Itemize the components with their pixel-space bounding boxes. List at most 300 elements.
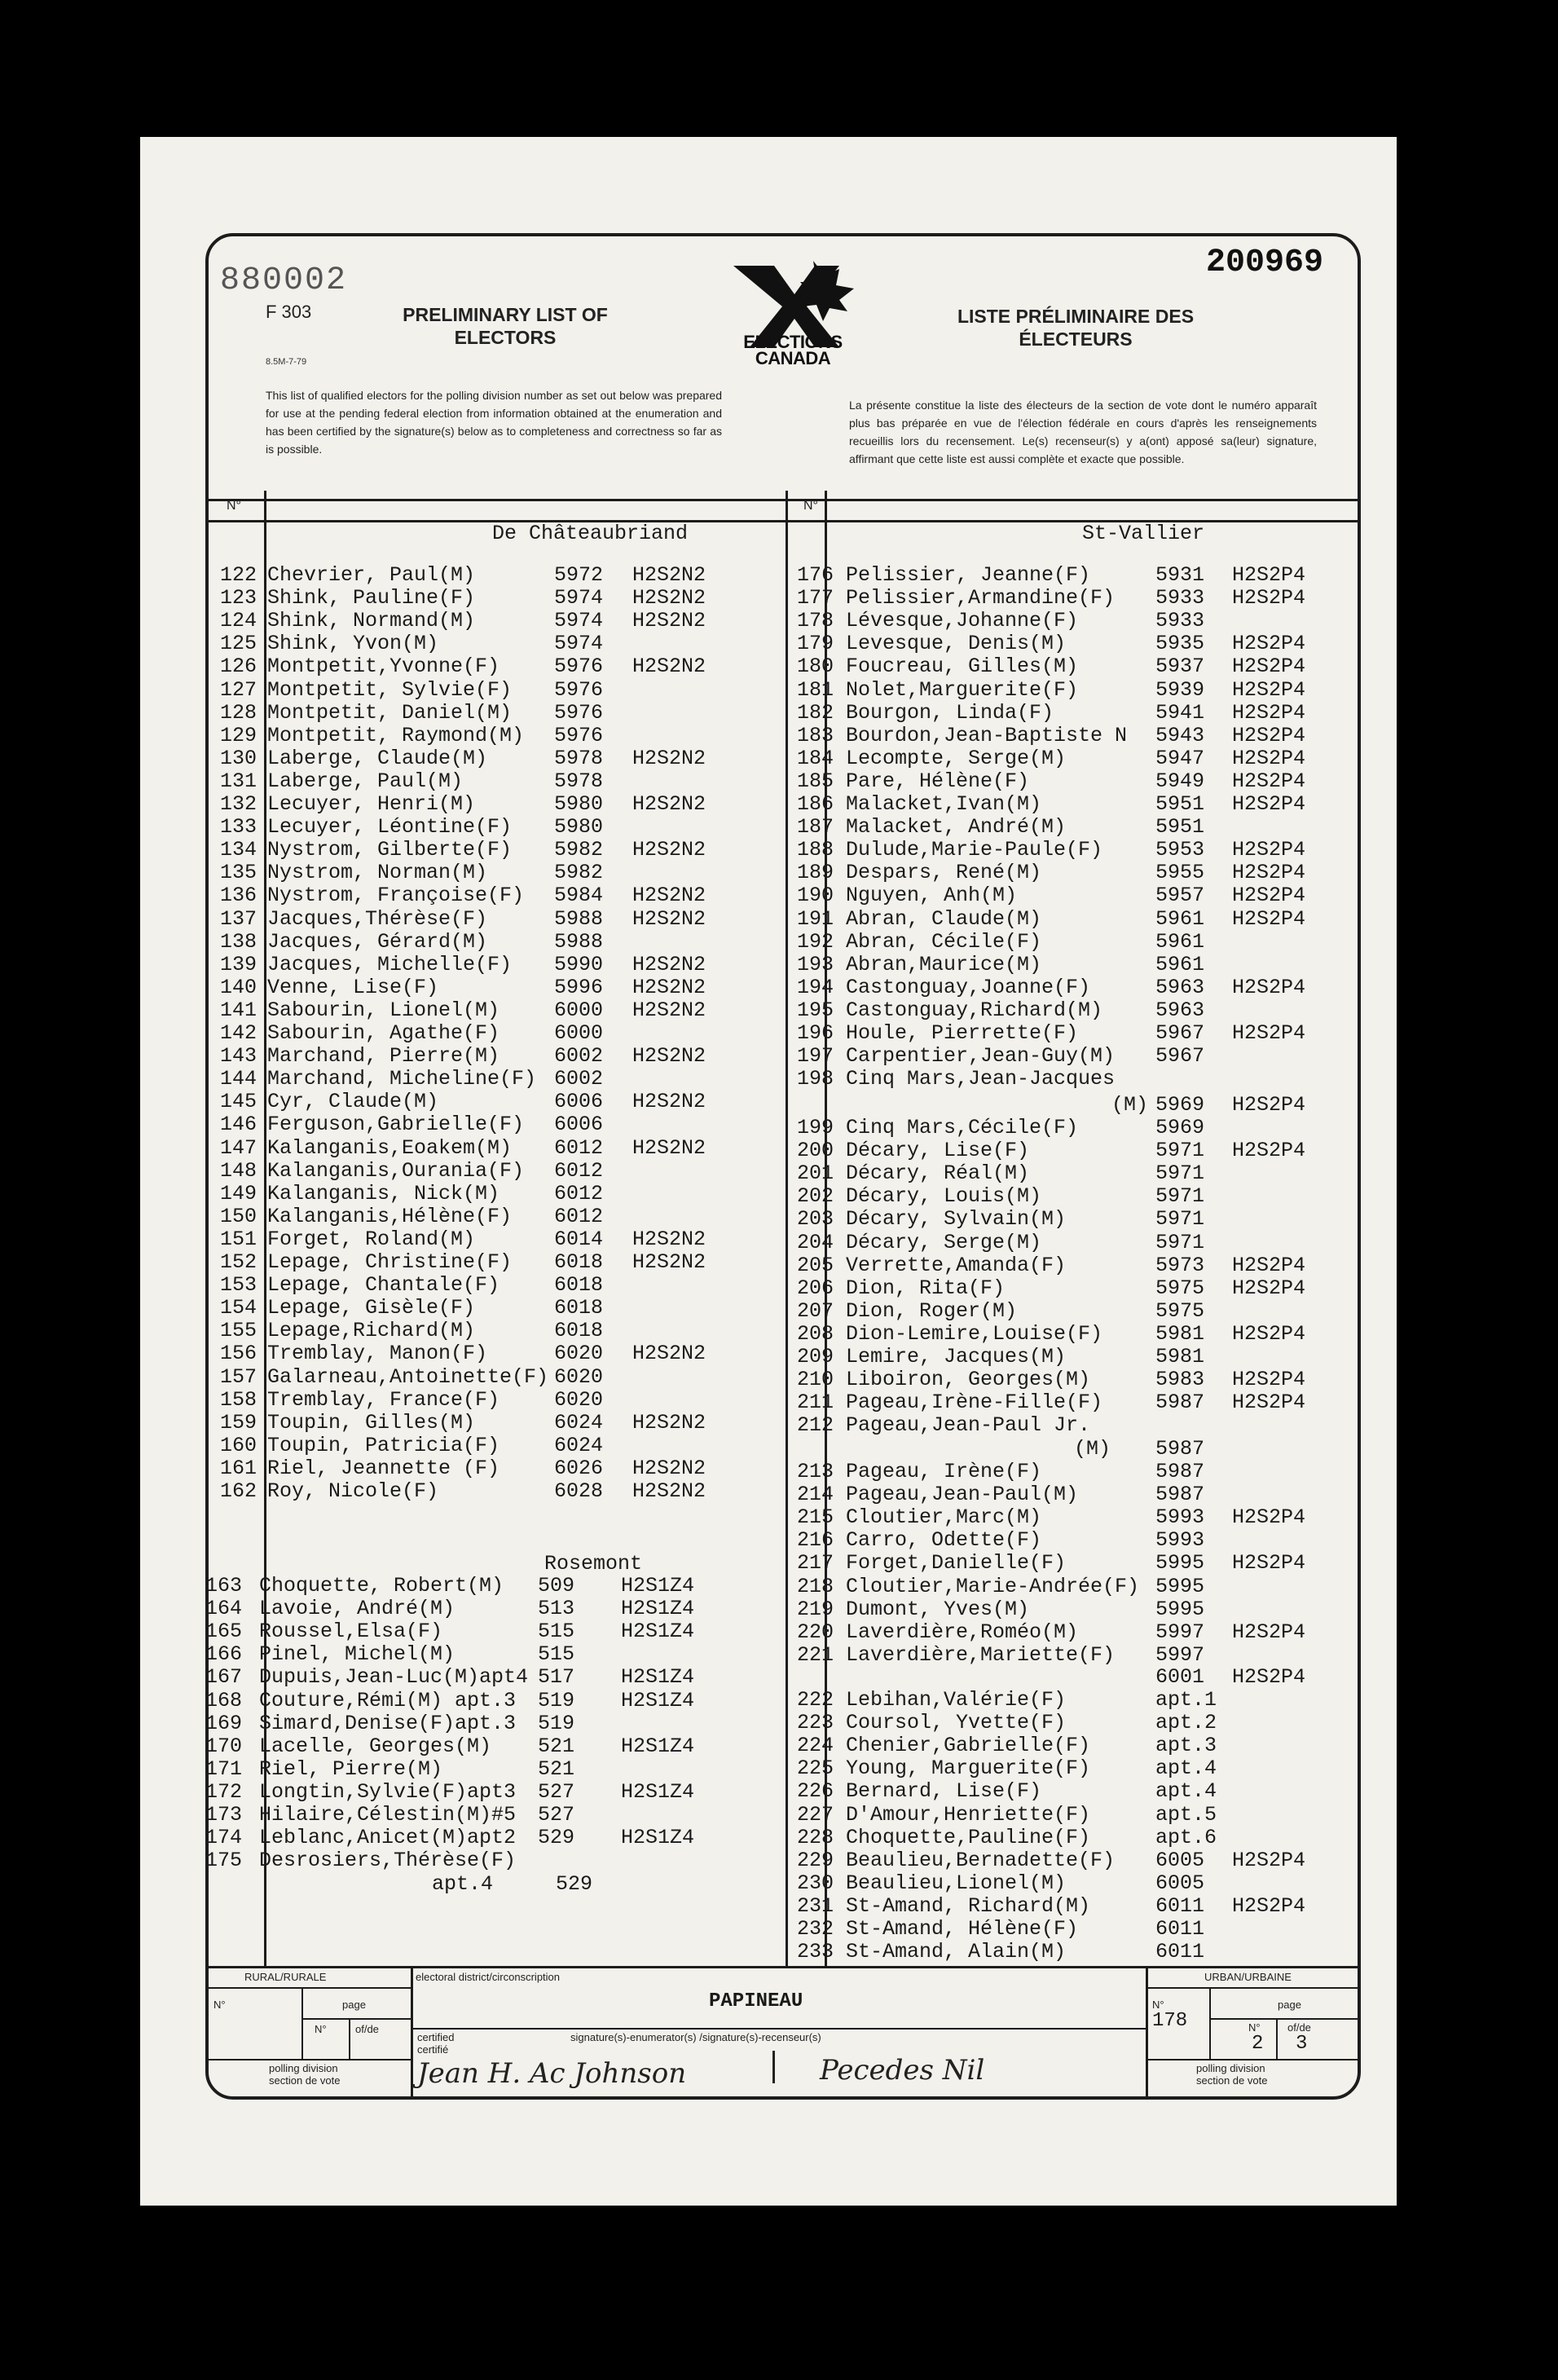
elector-address: 519 xyxy=(538,1711,575,1735)
elector-postal-code: H2S2P4 xyxy=(1232,861,1306,885)
elector-address: apt.2 xyxy=(1155,1711,1217,1735)
elector-name: Lemire, Jacques(M) xyxy=(846,1345,1067,1368)
district-name: PAPINEAU xyxy=(709,1990,803,2012)
elector-name: Shink, Pauline(F) xyxy=(267,586,476,610)
elector-address: 521 xyxy=(538,1734,575,1758)
elector-number: 210 xyxy=(797,1368,834,1392)
elector-name: Abran, Claude(M) xyxy=(846,906,1042,931)
elector-name: Cyr, Claude(M) xyxy=(267,1090,439,1114)
elector-number: 190 xyxy=(797,884,834,908)
elector-postal-code: H2S2N2 xyxy=(632,1342,706,1366)
elector-postal-code: H2S2P4 xyxy=(1232,632,1306,656)
elector-name: Kalanganis, Nick(M) xyxy=(267,1181,500,1205)
elector-number: 224 xyxy=(797,1734,834,1758)
rural-page-no-label: N° xyxy=(315,2023,327,2035)
elector-name: Décary, Louis(M) xyxy=(846,1184,1042,1209)
row-212-address: 5987 xyxy=(1155,1437,1205,1461)
elector-address: 5961 xyxy=(1155,906,1205,931)
elector-number: 157 xyxy=(220,1364,257,1389)
elector-number: 221 xyxy=(797,1642,834,1667)
elector-postal-code: H2S2P4 xyxy=(1232,1021,1306,1045)
elector-address: 5995 xyxy=(1155,1597,1205,1621)
elector-name: Laverdière,Roméo(M) xyxy=(846,1620,1079,1644)
elector-address: 5941 xyxy=(1155,700,1205,725)
elector-number: 162 xyxy=(220,1479,257,1503)
elector-address: 6028 xyxy=(554,1479,604,1503)
elector-number: 187 xyxy=(797,815,834,840)
elector-number: 169 xyxy=(205,1711,243,1735)
elector-address: 5951 xyxy=(1155,792,1205,816)
elector-name: Chevrier, Paul(M) xyxy=(267,563,476,587)
elector-number: 207 xyxy=(797,1298,834,1323)
elector-address: 5988 xyxy=(554,929,604,954)
elector-number: 173 xyxy=(205,1803,243,1827)
elector-address: 6024 xyxy=(554,1433,604,1457)
elector-address: 6000 xyxy=(554,1021,604,1045)
elector-address: 509 xyxy=(538,1574,575,1598)
urban-bottom-rule xyxy=(1147,2059,1359,2060)
elector-postal-code: H2S2P4 xyxy=(1232,1551,1306,1576)
elector-postal-code: H2S2P4 xyxy=(1232,884,1306,908)
elector-name: St-Amand, Richard(M) xyxy=(846,1893,1091,1918)
elector-number: 154 xyxy=(220,1296,257,1320)
elector-number: 131 xyxy=(220,769,257,793)
street-title-rosemont: Rosemont xyxy=(544,1552,643,1576)
elector-postal-code: H2S2N2 xyxy=(632,1227,706,1251)
elector-name: Shink, Normand(M) xyxy=(267,609,476,633)
elector-name: Toupin, Gilles(M) xyxy=(267,1410,476,1435)
left-no-label: N° xyxy=(227,499,241,513)
elector-address: 5976 xyxy=(554,677,604,702)
elector-address: 5975 xyxy=(1155,1298,1205,1323)
elector-number: 132 xyxy=(220,792,257,816)
elector-postal-code: H2S2N2 xyxy=(632,884,706,908)
elector-postal-code: H2S2N2 xyxy=(632,1090,706,1114)
elector-postal-code: H2S2P4 xyxy=(1232,1321,1306,1346)
elector-number: 201 xyxy=(797,1161,834,1186)
elector-name: Pare, Hélène(F) xyxy=(846,769,1030,793)
elector-name: Carro, Odette(F) xyxy=(846,1528,1042,1553)
elector-number: 181 xyxy=(797,677,834,702)
urban-label-rule xyxy=(1147,1987,1359,1989)
elector-number: 164 xyxy=(205,1597,243,1621)
elector-number: 208 xyxy=(797,1321,834,1346)
elector-name: Kalanganis,Ourania(F) xyxy=(267,1158,525,1183)
elector-address: 5949 xyxy=(1155,769,1205,793)
elector-address: 5997 xyxy=(1155,1620,1205,1644)
elector-name: Nystrom, Françoise(F) xyxy=(267,884,525,908)
elector-postal-code: H2S2N2 xyxy=(632,654,706,679)
elector-name: Marchand, Micheline(F) xyxy=(267,1067,537,1091)
elector-name: Nguyen, Anh(M) xyxy=(846,884,1018,908)
elector-number: 141 xyxy=(220,998,257,1022)
elector-address: 6020 xyxy=(554,1364,604,1389)
elector-address: 6006 xyxy=(554,1090,604,1114)
urban-page-divider xyxy=(1276,2018,1278,2060)
elector-number: 211 xyxy=(797,1391,834,1415)
elector-name: Dion, Rita(F) xyxy=(846,1276,1006,1300)
elector-address: 529 xyxy=(538,1826,575,1850)
elector-postal-code: H2S2N2 xyxy=(632,1135,706,1160)
urban-polling-line2: section de vote xyxy=(1196,2074,1268,2087)
elector-name: Malacket, André(M) xyxy=(846,815,1067,840)
elector-name: Lepage, Chantale(F) xyxy=(267,1273,500,1298)
elector-address: 5953 xyxy=(1155,838,1205,862)
elector-name: Pelissier,Armandine(F) xyxy=(846,586,1116,610)
elector-address: 5976 xyxy=(554,723,604,747)
certified-line2: certifié xyxy=(417,2043,449,2056)
elector-address: 6020 xyxy=(554,1342,604,1366)
elector-postal-code: H2S2P4 xyxy=(1232,586,1306,610)
elector-name: Marchand, Pierre(M) xyxy=(267,1044,500,1069)
elector-address: 6005 xyxy=(1155,1848,1205,1872)
elector-name: Lecuyer, Léontine(F) xyxy=(267,815,513,840)
elector-number: 231 xyxy=(797,1893,834,1918)
elector-name: Abran,Maurice(M) xyxy=(846,952,1042,976)
elector-number: 225 xyxy=(797,1756,834,1781)
elector-postal-code: H2S2P4 xyxy=(1232,975,1306,999)
elector-number: 142 xyxy=(220,1021,257,1045)
rural-polling-line1: polling division xyxy=(269,2062,338,2074)
elector-number: 126 xyxy=(220,654,257,679)
elector-number: 218 xyxy=(797,1574,834,1598)
elector-name: Pelissier, Jeanne(F) xyxy=(846,563,1091,587)
elector-postal-code: H2S2P4 xyxy=(1232,1620,1306,1644)
elector-number: 143 xyxy=(220,1044,257,1069)
elector-address: 5969 xyxy=(1155,1116,1205,1139)
elector-address: 5995 xyxy=(1155,1551,1205,1576)
elector-name: Sabourin, Lionel(M) xyxy=(267,998,500,1022)
elector-name: Ferguson,Gabrielle(F) xyxy=(267,1113,525,1137)
elector-postal-code: H2S2N2 xyxy=(632,586,706,610)
elector-name: Kalanganis,Eoakem(M) xyxy=(267,1135,513,1160)
elector-address: 5963 xyxy=(1155,998,1205,1022)
elector-postal-code: H2S2N2 xyxy=(632,1044,706,1069)
elector-number: 183 xyxy=(797,723,834,747)
elector-name: Lebihan,Valérie(F) xyxy=(846,1688,1067,1712)
elector-address: 5971 xyxy=(1155,1207,1205,1232)
elector-number: 123 xyxy=(220,586,257,610)
elector-number: 185 xyxy=(797,769,834,793)
elector-address: 5972 xyxy=(554,563,604,587)
elector-name: Laverdière,Mariette(F) xyxy=(846,1642,1116,1667)
elector-number: 226 xyxy=(797,1779,834,1804)
elector-number: 148 xyxy=(220,1158,257,1183)
address-6001: 6001 xyxy=(1155,1665,1205,1689)
signature-enumerator-1: Jean H. Ac Johnson xyxy=(417,2057,687,2090)
elector-name: Cloutier,Marie-Andrée(F) xyxy=(846,1574,1140,1598)
elector-number: 193 xyxy=(797,952,834,976)
elector-postal-code: H2S2P4 xyxy=(1232,906,1306,931)
elector-number: 168 xyxy=(205,1688,243,1712)
row-198-address: 5969 xyxy=(1155,1093,1205,1117)
right-no-label: N° xyxy=(803,499,818,513)
elector-name: Montpetit, Daniel(M) xyxy=(267,700,513,725)
urban-polling-division-label xyxy=(1196,2062,1267,2087)
elector-name: Shink, Yvon(M) xyxy=(267,632,439,656)
elector-number: 195 xyxy=(797,998,834,1022)
elector-address: 5937 xyxy=(1155,654,1205,679)
elector-number: 175 xyxy=(205,1849,243,1873)
elector-name: Forget, Roland(M) xyxy=(267,1227,476,1251)
elector-name: Houle, Pierrette(F) xyxy=(846,1021,1079,1045)
elector-number: 139 xyxy=(220,952,257,976)
elector-number: 227 xyxy=(797,1802,834,1827)
elector-address: 5996 xyxy=(554,975,604,999)
intro-text-english: This list of qualified electors for the polling division number as set out below was prepared for use at the pending federal election from information obtained at the enumeration and has been certified by the signature(s) below as to completeness and correctness so far as is possible. xyxy=(266,389,722,456)
elector-number: 158 xyxy=(220,1387,257,1412)
elector-address: 513 xyxy=(538,1597,575,1621)
elector-number: 171 xyxy=(205,1756,243,1781)
elector-postal-code: H2S2N2 xyxy=(632,1479,706,1503)
elector-number: 229 xyxy=(797,1848,834,1872)
elector-name: Choquette,Pauline(F) xyxy=(846,1825,1091,1849)
elector-name: Sabourin, Agathe(F) xyxy=(267,1021,500,1045)
elector-name: Lepage,Richard(M) xyxy=(267,1319,476,1343)
elector-number: 140 xyxy=(220,975,257,999)
elector-number: 176 xyxy=(797,563,834,587)
elector-number: 192 xyxy=(797,929,834,954)
elector-name: Lévesque,Johanne(F) xyxy=(846,609,1079,633)
elector-name: Jacques, Michelle(F) xyxy=(267,952,513,976)
rural-page-rule xyxy=(301,2018,412,2020)
header-rule xyxy=(207,499,1359,501)
elector-number: 233 xyxy=(797,1940,834,1964)
urban-no-label: N° xyxy=(1152,1999,1164,2011)
elector-address: 515 xyxy=(538,1642,575,1667)
signature-enumerator-2: Pecedes Nil xyxy=(820,2054,985,2087)
elector-postal-code: H2S2N2 xyxy=(632,906,706,931)
elector-number: 160 xyxy=(220,1433,257,1457)
urban-of-label: of/de xyxy=(1287,2021,1311,2034)
elector-number: 167 xyxy=(205,1665,243,1690)
elector-number: 170 xyxy=(205,1734,243,1758)
street-title-st-vallier: St-Vallier xyxy=(1082,522,1205,545)
row-198-gender: (M) xyxy=(1111,1093,1149,1117)
elector-postal-code: H2S2P4 xyxy=(1232,838,1306,862)
elector-name: Roussel,Elsa(F) xyxy=(259,1620,443,1644)
elector-postal-code: H2S2P4 xyxy=(1232,1139,1306,1163)
elector-name: Castonguay,Richard(M) xyxy=(846,998,1103,1022)
elector-address: 5967 xyxy=(1155,1021,1205,1045)
elector-address: apt.6 xyxy=(1155,1825,1217,1849)
elector-name: Nystrom, Gilberte(F) xyxy=(267,838,513,862)
elector-address: 515 xyxy=(538,1620,575,1644)
elector-address: 5947 xyxy=(1155,746,1205,770)
elector-number: 184 xyxy=(797,746,834,770)
footer-top-rule xyxy=(207,1966,1359,1968)
serial-stamp: 880002 xyxy=(220,262,348,299)
elector-address: 517 xyxy=(538,1665,575,1690)
elector-address: 6011 xyxy=(1155,1940,1205,1964)
elector-address: 6002 xyxy=(554,1044,604,1069)
rural-bottom-rule xyxy=(207,2059,412,2060)
elector-number: 149 xyxy=(220,1181,257,1205)
elector-address: 5961 xyxy=(1155,952,1205,976)
elector-name: Simard,Denise(F)apt.3 xyxy=(259,1711,517,1735)
elector-number: 197 xyxy=(797,1044,834,1069)
elector-postal-code: H2S2N2 xyxy=(632,563,706,587)
elector-postal-code: H2S2N2 xyxy=(632,1250,706,1274)
elector-address: 5963 xyxy=(1155,975,1205,999)
elector-name: Pageau,Jean-Paul Jr. xyxy=(846,1413,1091,1438)
elector-name: Bourgon, Linda(F) xyxy=(846,700,1054,725)
elector-address: 5939 xyxy=(1155,677,1205,702)
rural-polling-division-label xyxy=(269,2062,340,2087)
elector-number: 144 xyxy=(220,1067,257,1091)
row-212-gender: (M) xyxy=(1074,1437,1111,1461)
elector-name: Bourdon,Jean-Baptiste N xyxy=(846,723,1128,747)
elector-name: Nolet,Marguerite(F) xyxy=(846,677,1079,702)
elector-number: 163 xyxy=(205,1574,243,1598)
elector-name: Desrosiers,Thérèse(F) xyxy=(259,1849,517,1873)
elector-number: 188 xyxy=(797,838,834,862)
title-english-line1: PRELIMINARY LIST OF xyxy=(403,304,608,325)
elector-address: 5976 xyxy=(554,654,604,679)
elector-name: Malacket,Ivan(M) xyxy=(846,792,1042,816)
elector-address: 5957 xyxy=(1155,884,1205,908)
title-english-line2: ELECTORS xyxy=(454,327,557,348)
signature-label: signature(s)-enumerator(s) /signature(s)-recenseur(s) xyxy=(570,2031,821,2043)
elector-name: Lepage, Christine(F) xyxy=(267,1250,513,1274)
elector-address: 5978 xyxy=(554,746,604,770)
elector-number: 145 xyxy=(220,1090,257,1114)
urban-no-divider xyxy=(1209,1989,1211,2060)
rural-label-rule xyxy=(207,1987,412,1989)
elector-number: 222 xyxy=(797,1688,834,1712)
elector-number: 220 xyxy=(797,1620,834,1644)
elector-address: 5988 xyxy=(554,906,604,931)
rural-page-divider xyxy=(349,2018,350,2060)
elector-address: 519 xyxy=(538,1688,575,1712)
form-code: 8.5M-7-79 xyxy=(266,357,307,367)
elector-name: Castonguay,Joanne(F) xyxy=(846,975,1091,999)
center-divider xyxy=(786,491,788,1966)
elector-number: 215 xyxy=(797,1505,834,1530)
elector-number: 127 xyxy=(220,677,257,702)
elector-name: Dupuis,Jean-Luc(M)apt4 xyxy=(259,1665,529,1690)
elector-address: 6024 xyxy=(554,1410,604,1435)
elector-address: 5975 xyxy=(1155,1276,1205,1300)
elector-name: Tremblay, Manon(F) xyxy=(267,1342,488,1366)
elector-name: Pageau,Jean-Paul(M) xyxy=(846,1483,1079,1507)
elector-postal-code: H2S1Z4 xyxy=(621,1826,695,1850)
urban-polling-number: 178 xyxy=(1152,2010,1188,2032)
elector-postal-code: H2S1Z4 xyxy=(621,1734,695,1758)
elector-address: 6018 xyxy=(554,1296,604,1320)
elector-number: 232 xyxy=(797,1917,834,1941)
elector-name: Young, Marguerite(F) xyxy=(846,1756,1091,1781)
elector-name: Riel, Pierre(M) xyxy=(259,1756,443,1781)
certified-label xyxy=(417,2031,455,2056)
elector-postal-code: H2S2P4 xyxy=(1232,563,1306,587)
form-number: F 303 xyxy=(266,302,312,322)
elector-number: 189 xyxy=(797,861,834,885)
elector-number: 213 xyxy=(797,1460,834,1483)
elector-number: 129 xyxy=(220,723,257,747)
elector-name: Verrette,Amanda(F) xyxy=(846,1253,1067,1277)
elector-postal-code: H2S2P4 xyxy=(1232,1276,1306,1300)
elector-address: 5987 xyxy=(1155,1483,1205,1507)
elector-address: 5995 xyxy=(1155,1574,1205,1598)
title-french-line2: ÉLECTEURS xyxy=(1019,328,1133,350)
intro-text-french: La présente constitue la liste des électeurs de la section de vote dont le numéro apparaît plus bas préparée en vue de l'élection fédérale en cours d'après les renseignements recueillis lors du recensement. Le(s) recenseur(s) y a(ont) apposé sa(leur) signature, affirmant que cette liste est aussi complète et exacte que possible. xyxy=(849,399,1317,465)
elector-address: 6012 xyxy=(554,1135,604,1160)
elector-name: Décary, Sylvain(M) xyxy=(846,1207,1067,1232)
elector-postal-code: H2S1Z4 xyxy=(621,1620,695,1644)
elector-number: 122 xyxy=(220,563,257,587)
elector-number: 202 xyxy=(797,1184,834,1209)
elector-number: 174 xyxy=(205,1826,243,1850)
elector-postal-code: H2S2P4 xyxy=(1232,1893,1306,1918)
elector-name: Lavoie, André(M) xyxy=(259,1597,456,1621)
elector-postal-code: H2S2P4 xyxy=(1232,1253,1306,1277)
elector-address: 5971 xyxy=(1155,1139,1205,1163)
elector-address: 5974 xyxy=(554,586,604,610)
elector-address: 5982 xyxy=(554,838,604,862)
row-175-address: 529 xyxy=(556,1872,593,1896)
elector-address: 5971 xyxy=(1155,1184,1205,1209)
elector-postal-code: H2S2P4 xyxy=(1232,700,1306,725)
elector-address: 6005 xyxy=(1155,1871,1205,1895)
elector-name: Carpentier,Jean-Guy(M) xyxy=(846,1044,1116,1069)
elector-number: 137 xyxy=(220,906,257,931)
elector-address: 6011 xyxy=(1155,1917,1205,1941)
elector-address: 6020 xyxy=(554,1387,604,1412)
elector-address: 5978 xyxy=(554,769,604,793)
elector-number: 124 xyxy=(220,609,257,633)
elector-address: 6002 xyxy=(554,1067,604,1091)
logo-text-line1: ELECTIONS xyxy=(743,332,843,352)
urban-page-no-label: N° xyxy=(1248,2021,1261,2034)
urban-of-number: 3 xyxy=(1296,2033,1308,2055)
elector-postal-code: H2S2N2 xyxy=(632,975,706,999)
elector-postal-code: H2S2N2 xyxy=(632,746,706,770)
elector-address: 5981 xyxy=(1155,1345,1205,1368)
elector-postal-code: H2S2P4 xyxy=(1232,654,1306,679)
elector-address: 5987 xyxy=(1155,1460,1205,1483)
elector-name: Roy, Nicole(F) xyxy=(267,1479,439,1503)
elector-address: 527 xyxy=(538,1779,575,1804)
elector-number: 125 xyxy=(220,632,257,656)
elector-address: 6026 xyxy=(554,1456,604,1480)
elector-number: 209 xyxy=(797,1345,834,1368)
elector-address: 6018 xyxy=(554,1273,604,1298)
elector-name: Lecompte, Serge(M) xyxy=(846,746,1067,770)
elector-address: 5971 xyxy=(1155,1230,1205,1254)
elector-name: Lacelle, Georges(M) xyxy=(259,1734,492,1758)
elector-number: 134 xyxy=(220,838,257,862)
elector-number: 166 xyxy=(205,1642,243,1667)
elector-name: Pageau, Irène(F) xyxy=(846,1460,1042,1483)
elector-postal-code: H2S2N2 xyxy=(632,609,706,633)
elector-number: 178 xyxy=(797,609,834,633)
elector-postal-code: H2S2P4 xyxy=(1232,769,1306,793)
elector-name: Cloutier,Marc(M) xyxy=(846,1505,1042,1530)
elector-name: Leblanc,Anicet(M)apt2 xyxy=(259,1826,517,1850)
elector-number: 199 xyxy=(797,1116,834,1139)
district-rule xyxy=(412,2028,1146,2030)
elector-name: Dion, Roger(M) xyxy=(846,1298,1018,1323)
elector-postal-code: H2S2P4 xyxy=(1232,746,1306,770)
elector-number: 151 xyxy=(220,1227,257,1251)
elector-postal-code: H2S1Z4 xyxy=(621,1688,695,1712)
elector-number: 155 xyxy=(220,1319,257,1343)
elector-address: 521 xyxy=(538,1756,575,1781)
elector-name: Montpetit,Yvonne(F) xyxy=(267,654,500,679)
elector-number: 186 xyxy=(797,792,834,816)
elector-address: 5993 xyxy=(1155,1505,1205,1530)
